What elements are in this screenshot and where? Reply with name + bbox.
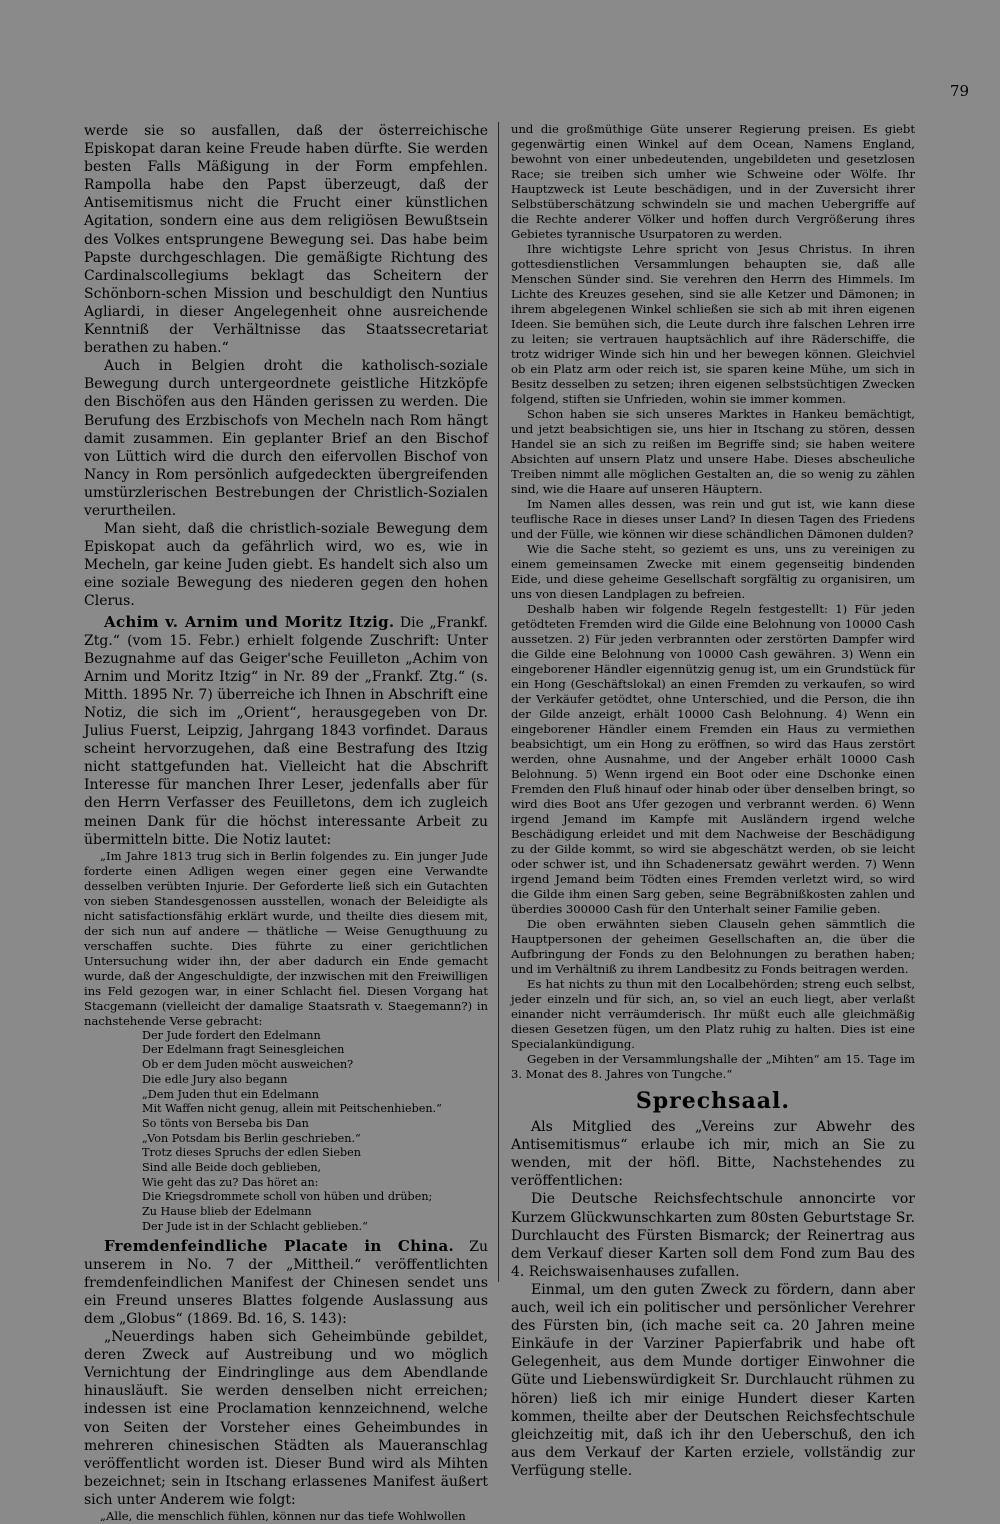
- right-column: [511, 122, 915, 1480]
- notiz-text: „Im Jahre 1813 trug sich in Berlin folgendes zu. Ein junger Jude forderte einen Adligen wegen einer gegen eine Verwandte desselben verübten Injurie. Der Geforderte ließ sich ein Gutachten von sieben Standesgenossen ausstellen, wonach der Beleidigte als nicht satisfactionsfähig erklärt wurde, und theilte dies diesem mit, der sich nun auf andere — thätliche — Weise Genugthuung zu verschaffen suchte. Dies führte zu einer gerichtlichen Untersuchung wider ihn, der aber dadurch ein Ende gemacht wurde, daß der Angeschuldigte, der inzwischen mit den Freiwilligen ins Feld gezogen war, in einer Schlacht fiel. Diesen Vorgang hat Stacgemann (vielleicht der damalige Staatsrath v. Staegemann?) in nachstehende Verse gebracht:: [84, 848, 488, 1028]
- verse-line: Der Jude ist in der Schlacht geblieben.“: [142, 1219, 368, 1233]
- verse-line: „Von Potsdam bis Berlin geschrieben.“: [142, 1131, 361, 1145]
- china-text: Zu unserem in No. 7 der „Mittheil.“ veröffentlichten fremdenfeindlichen Manifest der Chinesen sendet uns ein Freund unseres Blattes folgende Auslassung aus dem „Globus“ (1869. Bd. 16, S. 143):: [84, 1238, 489, 1327]
- article-arnim: [84, 613, 488, 849]
- verse-line: So tönts von Berseba bis Dan: [142, 1116, 309, 1130]
- sprechsaal-paragraph: Die Deutsche Reichsfechtschule annoncirte vor Kurzem Glückwunschkarten zum 80sten Geburtstage Sr. Durchlaucht des Fürsten Bismarck; der Reinertrag aus dem Verkauf dieser Karten soll dem Fond zum Bau des 4. Reichswaisenhauses zufallen.: [511, 1191, 915, 1280]
- verse-line: Der Edelmann fragt Seinesgleichen: [142, 1043, 345, 1057]
- verse-line: Sind alle Beide doch geblieben,: [142, 1161, 322, 1175]
- paragraph-episkopat: Man sieht, daß die christlich-soziale Bewegung dem Episkopat auch da gefährlich wird, wo es, wie in Mecheln, gar keine Juden giebt. Es handelt sich also um eine soziale Bewegung des niederen gegen den hohen Clerus.: [84, 521, 488, 610]
- manifest-paragraph: Es hat nichts zu thun mit den Localbehörden; streng euch selbst, jeder einzeln und für sich, an, so viel an euch liegt, aber verlaßt einander nicht verräumderisch. Ihr müßt euch alle gleichmäßig diesen Gesetzen fügen, um den Platz ruhig zu halten. Dies ist eine Specialankündigung.: [511, 977, 915, 1051]
- verse-line: Zu Hause blieb der Edelmann: [142, 1205, 312, 1219]
- left-column: [84, 122, 488, 1524]
- article-heading-arnim: Achim v. Arnim und Moritz Itzig.: [104, 612, 395, 631]
- china-quote: „Neuerdings haben sich Geheimbünde gebildet, deren Zweck auf Austreibung und wo möglich Vernichtung der Eindringlinge aus dem Abendlande hinausläuft. Sie werden denselben nicht erreichen; indessen ist eine Proclamation kennzeichnend, welche von Seiten der Vorsteher eines Geheimbundes in mehreren chinesischen Städten als Maueranschlag veröffentlicht worden ist. Dieser Bund wird als Mihten bezeichnet; sein in Itschang erlassenes Manifest äußert sich unter Anderem wie folgt:: [84, 1329, 488, 1508]
- section-title-sprechsaal: Sprechsaal.: [635, 1088, 791, 1114]
- verse-line: „Dem Juden thut ein Edelmann: [142, 1087, 319, 1101]
- article-heading-china: Fremdenfeindliche Placate in China.: [104, 1236, 455, 1255]
- manifest-text: [511, 122, 915, 1082]
- verse-line: Mit Waffen nicht genug, allein mit Peitschenhieben.“: [142, 1102, 442, 1116]
- paragraph-rampolla: werde sie so ausfallen, daß der österreichische Episkopat daran keine Freude haben dürfte. Sie werden besten Falls Mäßigung in der Form empfehlen. Rampolla habe den Papst überzeugt, daß der Antisemitismus nicht die Frucht einer künstlichen Agitation, sondern eine aus dem religiösen Bewußtsein des Volkes entsprungene Bewegung sei. Das habe beim Papste durchgeschlagen. Die gemäßigte Richtung des Cardinalscollegiums beklagt das Scheitern der Schönborn-schen Mission und beschuldigt den Nuntius Agliardi, in dieser Angelegenheit ohne ausreichende Kenntniß der Verhältnisse das Staatssecretariat berathen zu haben.“: [84, 123, 488, 357]
- verse-line: Die Kriegsdrommete scholl von hüben und drüben;: [142, 1190, 433, 1204]
- manifest-signature: Gegeben in der Versammlungshalle der „Mihten“ am 15. Tage im 3. Monat des 8. Jahres von Tungche.“: [511, 1052, 915, 1081]
- sprechsaal-paragraph: Als Mitglied des „Vereins zur Abwehr des Antisemitismus“ erlaube ich mir, mich an Sie zu wenden, mit der höfl. Bitte, Nachstehendes zu veröffentlichen:: [511, 1119, 915, 1190]
- verse-line: Ob er dem Juden möcht ausweichen?: [142, 1058, 354, 1072]
- manifest-paragraph: Wie die Sache steht, so geziemt es uns, uns zu vereinigen zu einem gemeinsamen Zwecke mit einem gegenseitig bindenden Eide, und diese geheime Gesellschaft sorgfältig zu organisiren, um uns von diesen Landplagen zu befreien.: [511, 542, 915, 601]
- china-quote-line: „Alle, die menschlich fühlen, können nur das tiefe Wohlwollen: [100, 1509, 466, 1523]
- verse-block: [142, 1029, 488, 1235]
- verse-line: Die edle Jury also begann: [142, 1072, 288, 1086]
- manifest-paragraph: und die großmüthige Güte unserer Regierung preisen. Es giebt gegenwärtig einen Winkel auf dem Ocean, Namens England, bewohnt von einer unbedeutenden, ungebildeten und gesetzlosen Race; sie treiben sich umher wie Schweine oder Wölfe. Ihr Hauptzweck ist Leute beschädigen, und in der Zuversicht ihrer Selbstüberschätzung schwindeln sie und machen Uebergriffe auf die Rechte anderer Völker und hoffen durch Vergrößerung ihres Gebietes tyrannische Usurpatoren zu werden.: [511, 122, 915, 241]
- article-china: [84, 1237, 488, 1328]
- verse-line: Trotz dieses Spruchs der edlen Sieben: [142, 1146, 361, 1160]
- verse-line: Wie geht das zu? Das höret an:: [142, 1175, 319, 1189]
- paragraph-belgien: Auch in Belgien droht die katholisch-soziale Bewegung durch untergeordnete geistliche Hitzköpfe den Bischöfen aus den Händen gerissen zu werden. Die Berufung des Erzbischofs von Mecheln nach Rom hängt damit zusammen. Ein geplanter Brief an den Bischof von Lüttich wird die durch den eifervollen Bischof von Nancy in Rom persönlich aufgedeckten übergreifenden umstürzlerischen Bestrebungen der Christlich-Sozialen verurtheilen.: [84, 358, 488, 519]
- verse-line: Der Jude fordert den Edelmann: [142, 1028, 321, 1042]
- manifest-paragraph: Ihre wichtigste Lehre spricht von Jesus Christus. In ihren gottesdienstlichen Versammlungen behaupten sie, daß alle Menschen Sünder sind. Sie verehren den Herrn des Himmels. Im Lichte des Kreuzes gesehen, sind sie alle Ketzer und Dämonen; in ihrem abgelegenen Winkel schließen sie sich ab mit ihren eigenen Ideen. Sie bemühen sich, die Leute durch ihre falschen Lehren irre zu leiten; sie vertrauen hauptsächlich auf ihre Räderschiffe, die trotz widriger Winde sich hin und her bewegen können. Gleichviel ob ein Platz arm oder reich ist, sie sparen keine Mühe, um sich in Besitz desselben zu setzen; ihren eigenen selbstsüchtigen Zwecken folgend, stiften sie Unfrieden, wohin sie immer kommen.: [511, 242, 915, 406]
- column-divider: [498, 122, 499, 1282]
- manifest-rules: Deshalb haben wir folgende Regeln festgestellt: 1) Für jeden getödteten Fremden wird die Gilde eine Belohnung von 10000 Cash aussetzen. 2) Für jeden verbrannten oder zerstörten Dampfer wird die Gilde eine Belohnung von 10000 Cash gewähren. 3) Wenn ein eingeborener Händler eigennützig genug ist, um ein Grundstück für ein Hong (Geschäftslokal) an einen Fremden zu verkaufen, so wird der Verkäufer getödtet, ohne Unterschied, und die Person, die ihn der Gilde anzeigt, erhält 10000 Cash Belohnung. 4) Wenn ein eingeborener Händler einem Fremden ein Haus zu vermiethen beabsichtigt, um ein Hong zu eröffnen, so wird das Haus zerstört werden, ohne Ausnahme, und der Angeber erhält 10000 Cash Belohnung. 5) Wenn irgend ein Boot oder eine Dschonke einen Fremden den Fluß hinauf oder hinab oder über denselben bringt, so wird dies Boot ans Ufer gezogen und verbrannt werden. 6) Wenn irgend Jemand im Kampfe mit Ausländern irgend welche Beschädigung erleidet und mit dem Nachweise der Beschädigung zu der Gilde kommt, so wird sie abgeschätzt werden, ob sie leicht oder schwer ist, und ihn Schadenersatz gewährt werden. 7) Wenn irgend Jemand beim Tödten eines Fremden verletzt wird, so wird die Gilde ihm einen Sarg geben, seine Begräbnißkosten zahlen und überdies 300000 Cash für den Unterhalt seiner Familie geben.: [511, 602, 915, 916]
- notiz-quote: [84, 849, 488, 1029]
- manifest-paragraph: Die oben erwähnten sieben Clauseln gehen sämmtlich die Hauptpersonen der geheimen Gesellschaften an, die über die Aufbringung der Fonds zu den Belohnungen zu berathen haben; und im Verhältniß zu ihrem Landbesitz zu Fonds beitragen werden.: [511, 917, 915, 976]
- arnim-text: Die „Frankf. Ztg.“ (vom 15. Febr.) erhielt folgende Zuschrift: Unter Bezugnahme auf das Geiger'sche Feuilleton „Achim von Arnim und Moritz Itzig“ in Nr. 89 der „Frankf. Ztg.“ (s. Mitth. 1895 Nr. 7) überreiche ich Ihnen in Abschrift eine Notiz, die sich im „Orient“, herausgegeben von Dr. Julius Fuerst, Leipzig, Jahrgang 1843 vorfindet. Daraus scheint hervorzugehen, daß eine Bestrafung des Itzig nicht stattgefunden hat. Vielleicht hat die Abschrift Interesse für manchen Ihrer Leser, jedenfalls aber für den Herrn Verfasser des Feuilletons, dem ich zugleich meinen Dank für die höchst interessante Arbeit zu übermitteln bitte. Die Notiz lautet:: [84, 614, 489, 848]
- manifest-paragraph: Schon haben sie sich unseres Marktes in Hankeu bemächtigt, und jetzt beabsichtigen sie, uns hier in Itschang zu stören, dessen Handel sie an sich zu reißen im Begriffe sind; sie haben weitere Absichten auf unsern Platz und unsere Habe. Dieses abscheuliche Treiben nimmt alle möglichen Gestalten an, die so wenig zu zählen sind, wie die Haare auf unseren Häuptern.: [511, 407, 915, 496]
- sprechsaal-paragraph: Einmal, um den guten Zweck zu fördern, dann aber auch, weil ich ein politischer und persönlicher Verehrer des Fürsten bin, (ich mache seit ca. 20 Jahren meine Einkäufe in der Varziner Papierfabrik und habe oft Gelegenheit, aus dem Munde dortiger Einwohner die Güte und Liebenswürdigkeit Sr. Durchlaucht rühmen zu hören) ließ ich mir einige Hundert dieser Karten kommen, theilte aber der Deutschen Reichsfechtschule gleichzeitig mit, daß ich ihr den Ueberschuß, den ich aus dem Verkauf der Karten erziele, vollständig zur Verfügung stelle.: [511, 1281, 915, 1479]
- china-quote-continued: [84, 1509, 488, 1524]
- manifest-paragraph: Im Namen alles dessen, was rein und gut ist, wie kann diese teuflische Race in dieses unser Land? In diesen Tagen des Friedens und der Fülle, wie können wir diese schändlichen Dämonen dulden?: [511, 497, 915, 541]
- page-number: 79: [950, 82, 970, 100]
